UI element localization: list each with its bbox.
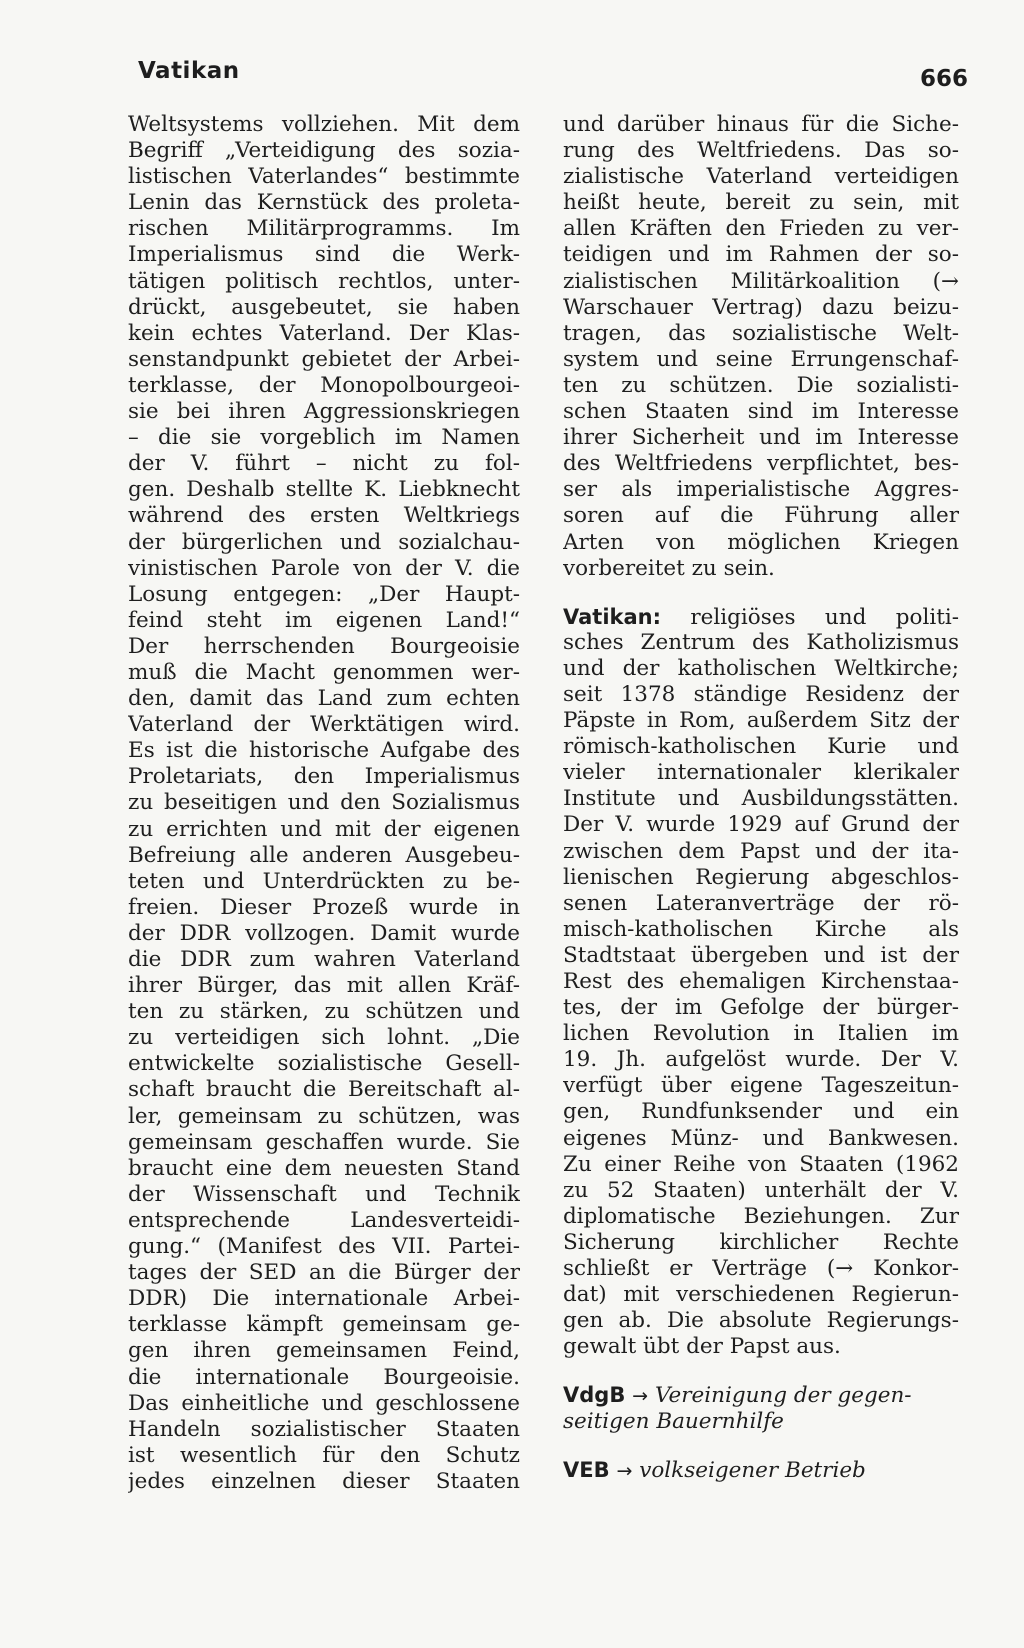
text-line: terklasse kämpft gemeinsam ge- — [128, 1312, 520, 1338]
text-line: terklasse, der Monopolbourgeoi- — [128, 372, 520, 398]
entry-veb — [563, 1457, 959, 1483]
text-line: senen Lateranverträge der rö- — [563, 890, 959, 916]
cross-reference: seitigen Bauernhilfe — [563, 1408, 784, 1434]
entry-first-line — [563, 1382, 959, 1408]
text-line: DDR) Die internationale Arbei- — [128, 1286, 520, 1312]
text-line: misch-katholischen Kirche als — [563, 916, 959, 942]
text-line: jedes einzelnen dieser Staaten — [128, 1468, 520, 1494]
right-column — [563, 112, 959, 1483]
text-line: gung.“ (Manifest des VII. Partei- — [128, 1234, 520, 1260]
text-line: Rest des ehemaligen Kirchenstaa- — [563, 969, 959, 994]
text-line: heißt heute, bereit zu sein, mit — [563, 190, 959, 216]
text-line: drückt, ausgebeutet, sie haben — [128, 294, 520, 320]
text-line: lienischen Regierung abgeschlos- — [563, 864, 959, 890]
text-line: ler, gemeinsam zu schützen, was — [128, 1103, 520, 1129]
text-line: system und seine Errungenschaf- — [563, 346, 959, 372]
text-line: Sicherung kirchlicher Rechte — [563, 1229, 959, 1255]
text-line: den, damit das Land zum echten — [128, 686, 520, 712]
text-line: rischen Militärprogramms. Im — [128, 216, 520, 242]
text-line: schaft braucht die Bereitschaft al- — [128, 1077, 520, 1103]
text-line: teten und Unterdrückten zu be- — [128, 868, 520, 894]
entry-text: religiöses und politi- — [690, 604, 959, 630]
text-line: rung des Weltfriedens. Das so- — [563, 138, 959, 164]
text-line: allen Kräften den Frieden zu ver- — [563, 216, 959, 242]
text-line: Imperialismus sind die Werk- — [128, 242, 520, 268]
text-line: und der katholischen Weltkirche; — [563, 655, 959, 681]
text-line: schließt er Verträge (→ Konkor- — [563, 1256, 959, 1282]
running-head: Vatikan — [138, 58, 240, 84]
text-line: zu verteidigen sich lohnt. „Die — [128, 1025, 520, 1051]
text-line: während des ersten Weltkriegs — [128, 503, 520, 529]
text-line: tätigen politisch rechtlos, unter- — [128, 268, 520, 294]
text-line: und darüber hinaus für die Siche- — [563, 112, 959, 137]
text-line: zu 52 Staaten) unterhält der V. — [563, 1177, 959, 1203]
text-line: der DDR vollzogen. Damit wurde — [128, 920, 520, 946]
text-line: ten zu schützen. Die sozialisti- — [563, 372, 959, 398]
text-line: der bürgerlichen und sozialchau- — [128, 529, 520, 555]
text-line: – die sie vorgeblich im Namen — [128, 425, 520, 451]
text-line: Befreiung alle anderen Ausgebeu- — [128, 842, 520, 868]
text-line: braucht eine dem neuesten Stand — [128, 1155, 520, 1181]
text-line: vorbereitet zu sein. — [563, 555, 775, 581]
text-line: entwickelte sozialistische Gesell- — [128, 1051, 520, 1077]
text-line: zwischen dem Papst und der ita- — [563, 838, 959, 864]
text-line: zialistische Vaterland verteidigen — [563, 164, 959, 190]
text-line: Lenin das Kernstück des proleta- — [128, 190, 520, 216]
text-line: Warschauer Vertrag) dazu beizu- — [563, 294, 959, 320]
text-line: römisch-katholischen Kurie und — [563, 734, 959, 760]
text-line: lichen Revolution in Italien im — [563, 1021, 959, 1047]
text-line: soren auf die Führung aller — [563, 503, 959, 529]
text-line: ten zu stärken, zu schützen und — [128, 999, 520, 1025]
text-line: gen ab. Die absolute Regierungs- — [563, 1308, 959, 1334]
text-line: Der V. wurde 1929 auf Grund der — [563, 812, 959, 838]
text-line: Der herrschenden Bourgeoisie — [128, 633, 520, 659]
text-line: listischen Vaterlandes“ bestimmte — [128, 164, 520, 190]
text-line: feind steht im eigenen Land!“ — [128, 607, 520, 633]
text-line: ist wesentlich für den Schutz — [128, 1442, 520, 1468]
cross-reference: Vereinigung der gegen- — [654, 1383, 912, 1409]
text-line: Stadtstaat übergeben und ist der — [563, 942, 959, 968]
text-line: Losung entgegen: „Der Haupt- — [128, 581, 520, 607]
text-line: sie bei ihren Aggressionskriegen — [128, 399, 520, 425]
text-line: teidigen und im Rahmen der so- — [563, 242, 959, 268]
text-line: des Weltfriedens verpflichtet, bes- — [563, 451, 959, 477]
text-line: gen ihren gemeinsamen Feind, — [128, 1338, 520, 1364]
headword-vatikan: Vatikan: — [563, 604, 661, 629]
text-line: schen Staaten sind im Interesse — [563, 399, 959, 425]
text-line: zialistischen Militärkoalition (→ — [563, 268, 959, 294]
text-line: vieler internationaler klerikaler — [563, 760, 959, 786]
text-line: vinistischen Parole von der V. die — [128, 555, 520, 581]
text-line: dat) mit verschiedenen Regierun- — [563, 1282, 959, 1308]
text-line: entsprechende Landesverteidi- — [128, 1207, 520, 1233]
text-line: zu beseitigen und den Sozialismus — [128, 790, 520, 816]
cross-reference: volkseigener Betrieb — [639, 1457, 866, 1483]
text-line: sches Zentrum des Katholizismus — [563, 629, 959, 655]
entry-vatikan — [563, 604, 959, 1361]
text-line: die internationale Bourgeoisie. — [128, 1364, 520, 1390]
text-line: ihrer Bürger, das mit allen Kräf- — [128, 973, 520, 999]
text-line: diplomatische Beziehungen. Zur — [563, 1203, 959, 1229]
text-line: tragen, das sozialistische Welt- — [563, 320, 959, 346]
left-column — [128, 112, 520, 1495]
entry-vdgb — [563, 1382, 959, 1434]
text-line: Begriff „Verteidigung des sozia- — [128, 138, 520, 164]
headword-veb: VEB — [563, 1457, 610, 1482]
text-line: 19. Jh. aufgelöst wurde. Der V. — [563, 1047, 959, 1073]
text-line: seit 1378 ständige Residenz der — [563, 681, 959, 707]
text-line: Zu einer Reihe von Staaten (1962 — [563, 1151, 959, 1177]
continuation-paragraph — [563, 112, 959, 582]
text-line: ihrer Sicherheit und im Interesse — [563, 425, 959, 451]
text-line: muß die Macht genommen wer- — [128, 659, 520, 685]
text-line: Institute und Ausbildungsstätten. — [563, 786, 959, 812]
text-line: Arten von möglichen Kriegen — [563, 529, 959, 555]
text-line: senstandpunkt gebietet der Arbei- — [128, 346, 520, 372]
text-line: Vaterland der Werktätigen wird. — [128, 712, 520, 738]
text-line: Das einheitliche und geschlossene — [128, 1390, 520, 1416]
headword-vdgb: VdgB — [563, 1383, 626, 1408]
text-line: Proletariats, den Imperialismus — [128, 764, 520, 790]
text-line: Handeln sozialistischer Staaten — [128, 1416, 520, 1442]
text-line: Päpste in Rom, außerdem Sitz der — [563, 708, 959, 734]
text-line: zu errichten und mit der eigenen — [128, 816, 520, 842]
text-line: eigenes Münz- und Bankwesen. — [563, 1125, 959, 1151]
text-line: der V. führt – nicht zu fol- — [128, 451, 520, 477]
entry-body — [563, 630, 959, 1361]
text-line: ser als imperialistische Aggres- — [563, 477, 959, 503]
text-line: freien. Dieser Prozeß wurde in — [128, 894, 520, 920]
text-line: Weltsystems vollziehen. Mit dem — [128, 112, 520, 137]
text-line: tages der SED an die Bürger der — [128, 1260, 520, 1286]
text-line: verfügt über eigene Tageszeitun- — [563, 1073, 959, 1099]
entry-first-line — [563, 604, 959, 630]
text-line: tes, der im Gefolge der bürger- — [563, 995, 959, 1021]
text-line: die DDR zum wahren Vaterland — [128, 947, 520, 972]
text-line: gen. Deshalb stellte K. Liebknecht — [128, 477, 520, 503]
cross-reference-arrow-icon: → — [616, 1459, 633, 1482]
text-line: gen, Rundfunksender und ein — [563, 1099, 959, 1125]
cross-reference-arrow-icon: → — [632, 1385, 649, 1408]
text-line: Es ist die historische Aufgabe des — [128, 738, 520, 764]
page-number: 666 — [920, 66, 969, 92]
text-line: der Wissenschaft und Technik — [128, 1181, 520, 1207]
entry-first-line — [563, 1457, 959, 1483]
text-line: gemeinsam geschaffen wurde. Sie — [128, 1129, 520, 1155]
text-line: kein echtes Vaterland. Der Klas- — [128, 320, 520, 346]
text-line: gewalt übt der Papst aus. — [563, 1334, 841, 1360]
